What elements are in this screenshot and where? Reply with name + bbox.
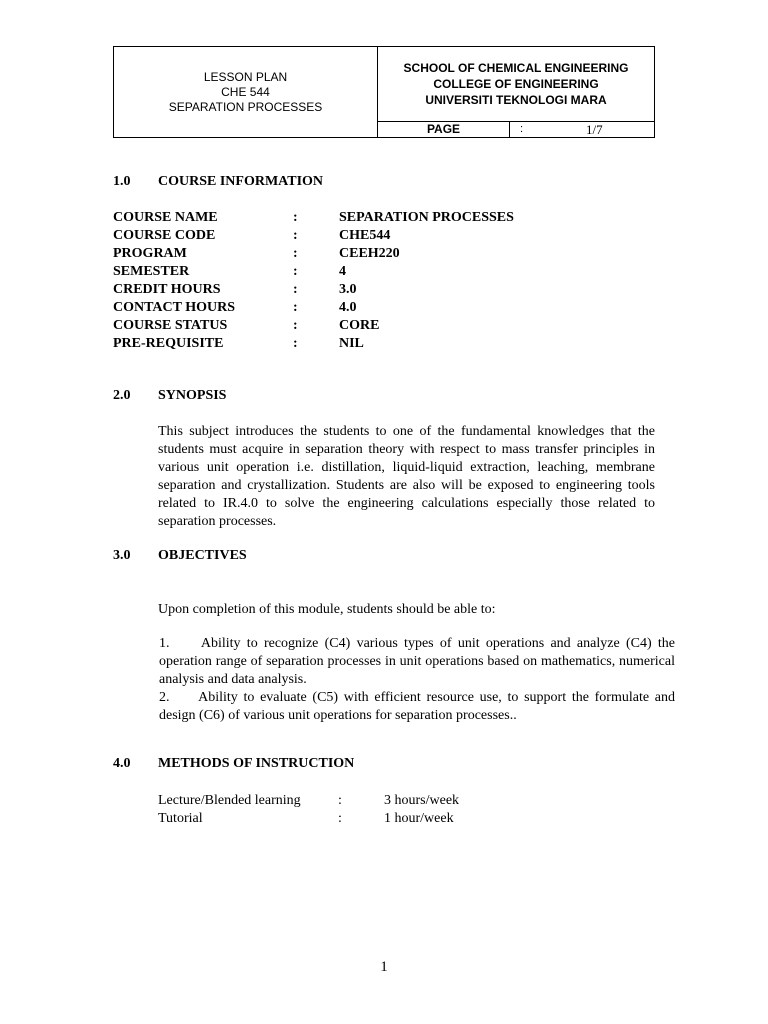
info-key: CONTACT HOURS bbox=[113, 300, 236, 315]
info-value: 4 bbox=[339, 264, 346, 279]
course-info-row bbox=[113, 281, 573, 299]
course-info-row bbox=[113, 299, 573, 317]
info-value: CHE544 bbox=[339, 228, 391, 243]
section-number: 1.0 bbox=[113, 174, 131, 189]
objectives-intro: Upon completion of this module, students should be able to: bbox=[158, 602, 496, 617]
course-info-row bbox=[113, 317, 573, 335]
header-right-line: SCHOOL OF CHEMICAL ENGINEERING bbox=[403, 61, 629, 75]
header-left-line: CHE 544 bbox=[221, 84, 270, 99]
page-footer-number: 1 bbox=[380, 959, 388, 975]
info-key: CREDIT HOURS bbox=[113, 282, 221, 297]
info-value: NIL bbox=[339, 336, 364, 351]
info-sep: : bbox=[293, 210, 298, 225]
section-number: 4.0 bbox=[113, 756, 131, 771]
info-key: PROGRAM bbox=[113, 246, 187, 261]
objective-item bbox=[159, 635, 675, 689]
info-value: SEPARATION PROCESSES bbox=[339, 210, 514, 225]
info-key: COURSE STATUS bbox=[113, 318, 228, 333]
method-row bbox=[158, 810, 558, 828]
header-right-line: UNIVERSITI TEKNOLOGI MARA bbox=[425, 93, 607, 107]
header-left-line: SEPARATION PROCESSES bbox=[168, 99, 323, 114]
info-sep: : bbox=[293, 282, 298, 297]
objective-text: Ability to evaluate (C5) with efficient resource use, to support the formulate and design (C6) of various unit operations for separation processes.. bbox=[159, 690, 675, 723]
course-info-list bbox=[113, 209, 573, 353]
info-value: CEEH220 bbox=[339, 246, 400, 261]
method-row bbox=[158, 792, 558, 810]
section-title: METHODS OF INSTRUCTION bbox=[158, 756, 355, 771]
method-name: Lecture/Blended learning bbox=[158, 793, 301, 808]
page-colon: : bbox=[520, 123, 524, 135]
page-value: 1/7 bbox=[586, 122, 603, 137]
info-sep: : bbox=[293, 336, 298, 351]
info-value: 4.0 bbox=[339, 300, 357, 315]
method-hours: 3 hours/week bbox=[384, 793, 460, 808]
info-sep: : bbox=[293, 264, 298, 279]
objective-text: Ability to recognize (C4) various types of unit operations and analyze (C4) the operation range of separation processes in unit operations based on mathematics, numerical analysis and data analysis. bbox=[159, 636, 675, 687]
page-label: PAGE bbox=[378, 122, 510, 137]
objective-number: 1. bbox=[159, 636, 170, 651]
page-indicator bbox=[378, 122, 654, 137]
info-value: 3.0 bbox=[339, 282, 357, 297]
lesson-plan-block bbox=[114, 47, 378, 137]
objective-number: 2. bbox=[159, 690, 170, 705]
info-sep: : bbox=[293, 228, 298, 243]
section-title: COURSE INFORMATION bbox=[158, 174, 324, 189]
method-sep: : bbox=[338, 811, 342, 826]
info-key: COURSE NAME bbox=[113, 210, 218, 225]
header-left-line: LESSON PLAN bbox=[203, 69, 288, 84]
institution-block bbox=[378, 47, 654, 122]
info-key: PRE-REQUISITE bbox=[113, 336, 224, 351]
info-key: COURSE CODE bbox=[113, 228, 216, 243]
header-right-line: COLLEGE OF ENGINEERING bbox=[433, 77, 599, 91]
method-sep: : bbox=[338, 793, 342, 808]
objective-item bbox=[159, 689, 675, 725]
info-sep: : bbox=[293, 246, 298, 261]
info-key: SEMESTER bbox=[113, 264, 190, 279]
course-info-row bbox=[113, 263, 573, 281]
course-info-row bbox=[113, 245, 573, 263]
objectives-list bbox=[159, 635, 675, 725]
course-info-row bbox=[113, 335, 573, 353]
section-number: 3.0 bbox=[113, 548, 131, 563]
section-number: 2.0 bbox=[113, 388, 131, 403]
info-value: CORE bbox=[339, 318, 380, 333]
course-info-row bbox=[113, 209, 573, 227]
method-hours: 1 hour/week bbox=[384, 811, 454, 826]
section-title: OBJECTIVES bbox=[158, 548, 247, 563]
methods-list bbox=[158, 792, 558, 828]
info-sep: : bbox=[293, 300, 298, 315]
info-sep: : bbox=[293, 318, 298, 333]
synopsis-text: This subject introduces the students to one of the fundamental knowledges that the students must acquire in separation theory with respect to mass transfer principles in various unit operation i.e. distillation, liquid-liquid extraction, leaching, membrane separation and crystallization. Students are also will be exposed to engineering tools related to IR.4.0 to solve the engineering calculations especially those related to separation processes. bbox=[158, 424, 655, 529]
method-name: Tutorial bbox=[158, 811, 203, 826]
course-info-row bbox=[113, 227, 573, 245]
document-header bbox=[113, 46, 655, 138]
section-title: SYNOPSIS bbox=[158, 388, 227, 403]
